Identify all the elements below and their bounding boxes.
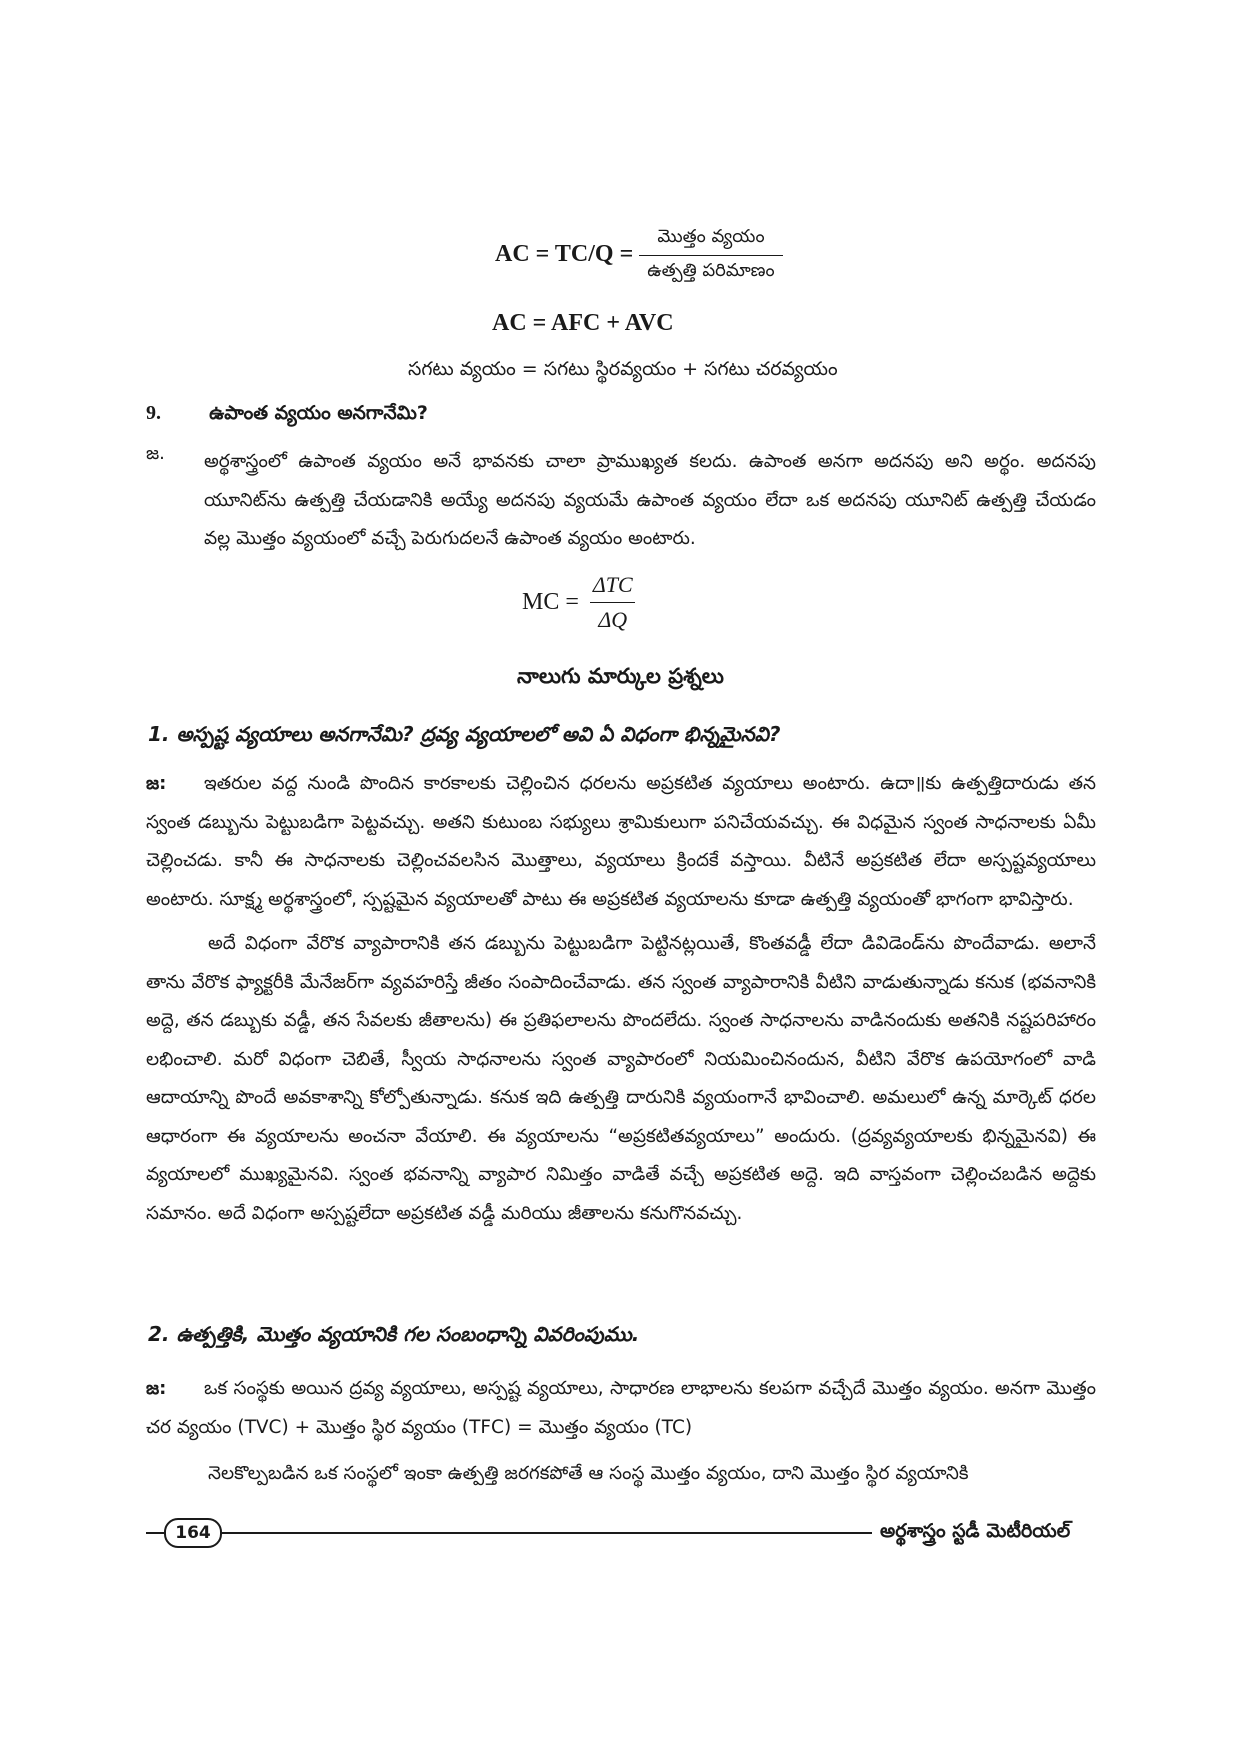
formula-lhs: MC = — [522, 589, 579, 615]
question-text: ఉపాంత వ్యయం అనగానేమి? — [209, 402, 428, 424]
formula-marginal-cost — [522, 572, 641, 633]
question-1: 1. అస్పష్ట వ్యయాలు అనగానేమి? ద్రవ్య వ్యయాలలో అవి ఏ విధంగా భిన్నమైనవి? — [148, 722, 781, 746]
answer-paragraph-2: అదే విధంగా వేరొక వ్యాపారానికి తన డబ్బును పెట్టుబడిగా పెట్టినట్లయితే, కొంతవడ్డీ లేదా డివిడెండ్‌ను పొందేవాడు. అలానే తాను వేరొక ఫ్యాక్టరీకి మేనేజర్‌గా వ్యవహరిస్తే జీతం సంపాదించేవాడు. తన స్వంత వ్యాపారానికి వీటిని వాడుతున్నాడు కనుక (భవనానికి అద్దె, తన డబ్బుకు వడ్డీ, తన సేవలకు జీతాలను) ఈ ప్రతిఫలాలను పొందలేదు. స్వంత సాధనాలను వాడినందుకు అతనికి నష్టపరిహారం లభించాలి. మరో విధంగా చెబితే, స్వీయ సాధనాలను స్వంత వ్యాపారంలో నియమించినందున, వీటిని వేరొక ఉపయోగంలో వాడి ఆదాయాన్ని పొందే అవకాశాన్ని కోల్పోతున్నాడు. కనుక ఇది ఉత్పత్తి దారునికి వ్యయంగానే భావించాలి. అమలులో ఉన్న మార్కెట్ ధరల ఆధారంగా ఈ వ్యయాలను అంచనా వేయాలి. ఈ వ్యయాలను “అప్రకటితవ్యయాలు” అందురు. (ద్రవ్యవ్యయాలకు భిన్నమైనవి) ఈ వ్యయాలలో ముఖ్యమైనవి. స్వంత భవనాన్ని వ్యాపార నిమిత్తం వాడితే వచ్చే అప్రకటిత అద్దె. ఇది వాస్తవంగా చెల్లించబడిన అద్దెకు సమానం. అదే విధంగా అస్పష్టలేదా అప్రకటిత వడ్డీ మరియు జీతాలను కనుగొనవచ్చు. — [146, 933, 1096, 1224]
fraction-numerator: ΔTC — [592, 572, 633, 597]
fraction-denominator: ఉత్పత్తి పరిమాణం — [639, 255, 782, 285]
answer-paragraph-2: నెలకొల్పబడిన ఒక సంస్థలో ఇంకా ఉత్పత్తి జరగకపోతే ఆ సంస్థ మొత్తం వ్యయం, దాని మొత్తం స్థిర వ్యయానికి — [208, 1463, 969, 1484]
formula-ac-tc-q — [495, 226, 783, 285]
answer-label: జ: — [146, 773, 167, 794]
answer-label: జ. — [146, 443, 165, 464]
formula-telugu-average-cost: సగటు వ్యయం = సగటు స్థిరవ్యయం + సగటు చరవ్యయం — [408, 358, 838, 380]
answer-text: అర్థశాస్త్రంలో ఉపాంత వ్యయం అనే భావనకు చాలా ప్రాముఖ్యత కలదు. ఉపాంత అనగా అదనపు అని అర్థం. అదనపు యూనిట్‌ను ఉత్పత్తి చేయడానికి అయ్యే అదనపు వ్యయమే ఉపాంత వ్యయం లేదా ఒక అదనపు యూనిట్ ఉత్పత్తి చేయడం వల్ల మొత్తం వ్యయంలో వచ్చే పెరుగుదలనే ఉపాంత వ్యయం అంటారు. — [204, 451, 1096, 549]
answer-paragraph-1 — [146, 1370, 1096, 1447]
footer-rule — [146, 1532, 872, 1534]
answer-label: జ: — [146, 1378, 167, 1399]
question-2: 2. ఉత్పత్తికి, మొత్తం వ్యయానికి గల సంబంధాన్ని వివరింపుము. — [148, 1322, 640, 1346]
formula-lhs: AC = TC/Q = — [495, 241, 634, 268]
formula-fraction — [639, 226, 782, 285]
fraction-denominator: ΔQ — [590, 602, 635, 633]
formula-ac-afc-avc: AC = AFC + AVC — [492, 310, 674, 336]
question-number: 9. — [146, 402, 161, 424]
answer-text: ఒక సంస్థకు అయిన ద్రవ్య వ్యయాలు, అస్పష్ట వ్యయాలు, సాధారణ లాభాలను కలపగా వచ్చేదే మొత్తం వ్యయం. అనగా మొత్తం చర వ్యయం (TVC) + మొత్తం స్థిర వ్యయం (TFC) = మొత్తం వ్యయం (TC) — [146, 1378, 1096, 1438]
section-heading: నాలుగు మార్కుల ప్రశ్నలు — [517, 664, 724, 688]
answer-9 — [146, 443, 1096, 559]
answer-2 — [146, 1370, 1096, 1494]
answer-text: ఇతరుల వద్ద నుండి పొందిన కారకాలకు చెల్లించిన ధరలను అప్రకటిత వ్యయాలు అంటారు. ఉదా॥కు ఉత్పత్తిదారుడు తన స్వంత డబ్బును పెట్టుబడిగా పెట్టవచ్చు. అతని కుటుంబ సభ్యులు శ్రామికులుగా పనిచేయవచ్చు. ఈ విధమైన స్వంత సాధనాలకు ఏమీ చెల్లించడు. కానీ ఈ సాధనాలకు చెల్లించవలసిన మొత్తాలు, వ్యయాలు క్రిందకే వస్తాయి. వీటినే అప్రకటిత లేదా అస్పష్టవ్యయాలు అంటారు. సూక్ష్మ అర్థశాస్త్రంలో, స్పష్టమైన వ్యయాలతో పాటు ఈ అప్రకటిత వ్యయాలను కూడా ఉత్పత్తి వ్యయంతో భాగంగా భావిస్తారు. — [146, 773, 1096, 910]
answer-paragraph-1 — [146, 765, 1096, 919]
page-number-badge: 164 — [164, 1518, 222, 1548]
formula-fraction — [585, 572, 641, 633]
fraction-numerator: మొత్తం వ్యయం — [657, 226, 765, 247]
answer-1 — [146, 765, 1096, 1233]
footer-title: అర్థశాస్త్రం స్టడీ మెటీరియల్ — [880, 1520, 1071, 1542]
question-9 — [146, 402, 1096, 429]
